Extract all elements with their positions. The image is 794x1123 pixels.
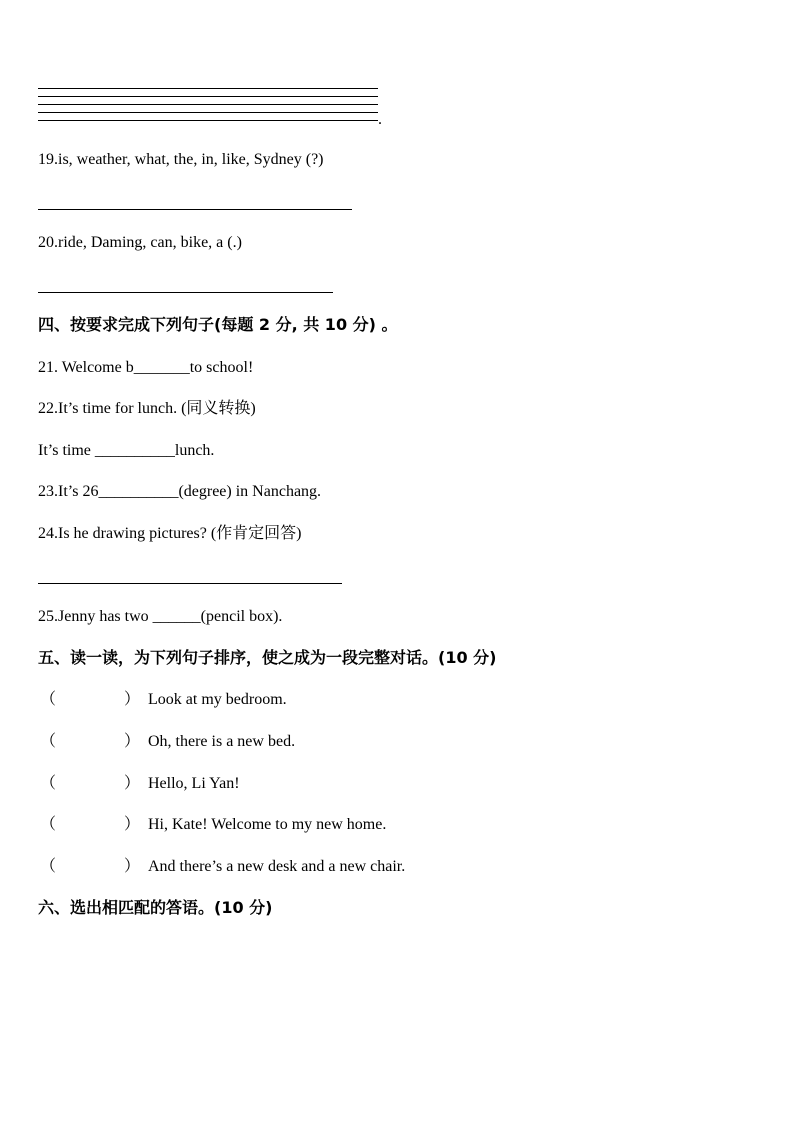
answer-line-20 <box>38 292 333 293</box>
close-paren: ） <box>124 858 141 875</box>
section-4-heading: 四、按要求完成下列句子(每题 2 分, 共 10 分) 。 <box>38 315 398 334</box>
open-paren: （ <box>40 858 57 875</box>
section-6-heading: 六、选出相匹配的答语。(10 分) <box>38 898 273 917</box>
dialogue-item <box>40 815 540 835</box>
answer-line <box>38 120 378 121</box>
question-23: 23.It’s 26__________(degree) in Nanchang. <box>38 483 322 500</box>
dialogue-item <box>40 690 540 710</box>
open-paren: （ <box>40 691 57 708</box>
dialogue-text: And there’s a new desk and a new chair. <box>148 858 406 875</box>
close-paren: ） <box>124 691 141 708</box>
open-paren: （ <box>40 816 57 833</box>
answer-line <box>38 112 378 113</box>
answer-line-24 <box>38 583 342 584</box>
question-25: 25.Jenny has two ______(pencil box). <box>38 608 283 625</box>
question-21: 21. Welcome b_______to school! <box>38 359 254 376</box>
open-paren: （ <box>40 775 57 792</box>
dialogue-item <box>40 857 540 877</box>
open-paren: （ <box>40 733 57 750</box>
question-22: 22.It’s time for lunch. (同义转换) <box>38 400 256 417</box>
question-19: 19.is, weather, what, the, in, like, Sydney (?) <box>38 151 324 168</box>
dialogue-text: Look at my bedroom. <box>148 691 287 708</box>
answer-line <box>38 88 378 89</box>
dialogue-item <box>40 732 540 752</box>
dialogue-item <box>40 774 540 794</box>
line-end-period: . <box>378 111 382 128</box>
section-5-heading: 五、读一读，为下列句子排序，使之成为一段完整对话。(10 分) <box>38 648 497 667</box>
answer-line <box>38 104 378 105</box>
close-paren: ） <box>124 733 141 750</box>
answer-line-19 <box>38 209 352 210</box>
dialogue-text: Hello, Li Yan! <box>148 775 240 792</box>
question-24: 24.Is he drawing pictures? (作肯定回答) <box>38 525 302 542</box>
close-paren: ） <box>124 775 141 792</box>
close-paren: ） <box>124 816 141 833</box>
dialogue-text: Hi, Kate! Welcome to my new home. <box>148 816 387 833</box>
answer-line <box>38 96 378 97</box>
question-20: 20.ride, Daming, can, bike, a (.) <box>38 234 242 251</box>
question-22-answer: It’s time __________lunch. <box>38 442 215 459</box>
dialogue-text: Oh, there is a new bed. <box>148 733 296 750</box>
